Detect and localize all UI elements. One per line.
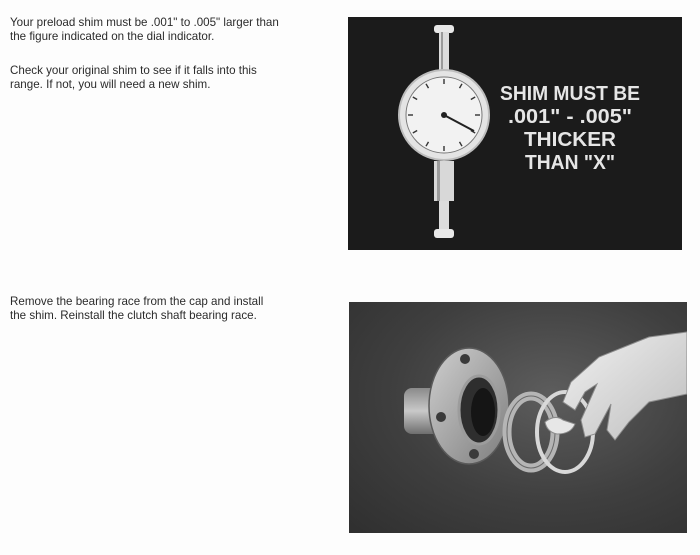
bearing-race-instruction: Remove the bearing race from the cap and install the shim. Reinstall the clutch shaft bearing race. (10, 295, 264, 322)
hand (563, 332, 687, 440)
thumb (545, 417, 575, 434)
bearing-cap-illustration (349, 302, 687, 533)
plunger-top-stem (439, 32, 449, 70)
caption-line-1: SHIM MUST BE (500, 83, 640, 105)
bolt-hole (436, 412, 446, 422)
caption-line-4: THAN "X" (525, 152, 615, 174)
check-shim-instruction: Check your original shim to see if it falls into this range. If not, you will need a new shim. (10, 64, 257, 91)
bolt-hole (469, 449, 479, 459)
plunger-bottom-stem (439, 201, 449, 231)
plunger-top-cap (434, 25, 454, 33)
dial-indicator-graphic (348, 17, 682, 250)
bearing-cap-photo (349, 302, 687, 533)
caption-line-3: THICKER (524, 129, 617, 151)
preload-shim-instruction: Your preload shim must be .001" to .005" larger than the figure indicated on the dial indicator. (10, 16, 279, 43)
bolt-hole (460, 354, 470, 364)
dial-indicator-figure (348, 17, 682, 250)
plunger-bottom-tip (434, 229, 454, 238)
needle-hub (441, 112, 447, 118)
caption-line-2: .001" - .005" (508, 106, 632, 128)
